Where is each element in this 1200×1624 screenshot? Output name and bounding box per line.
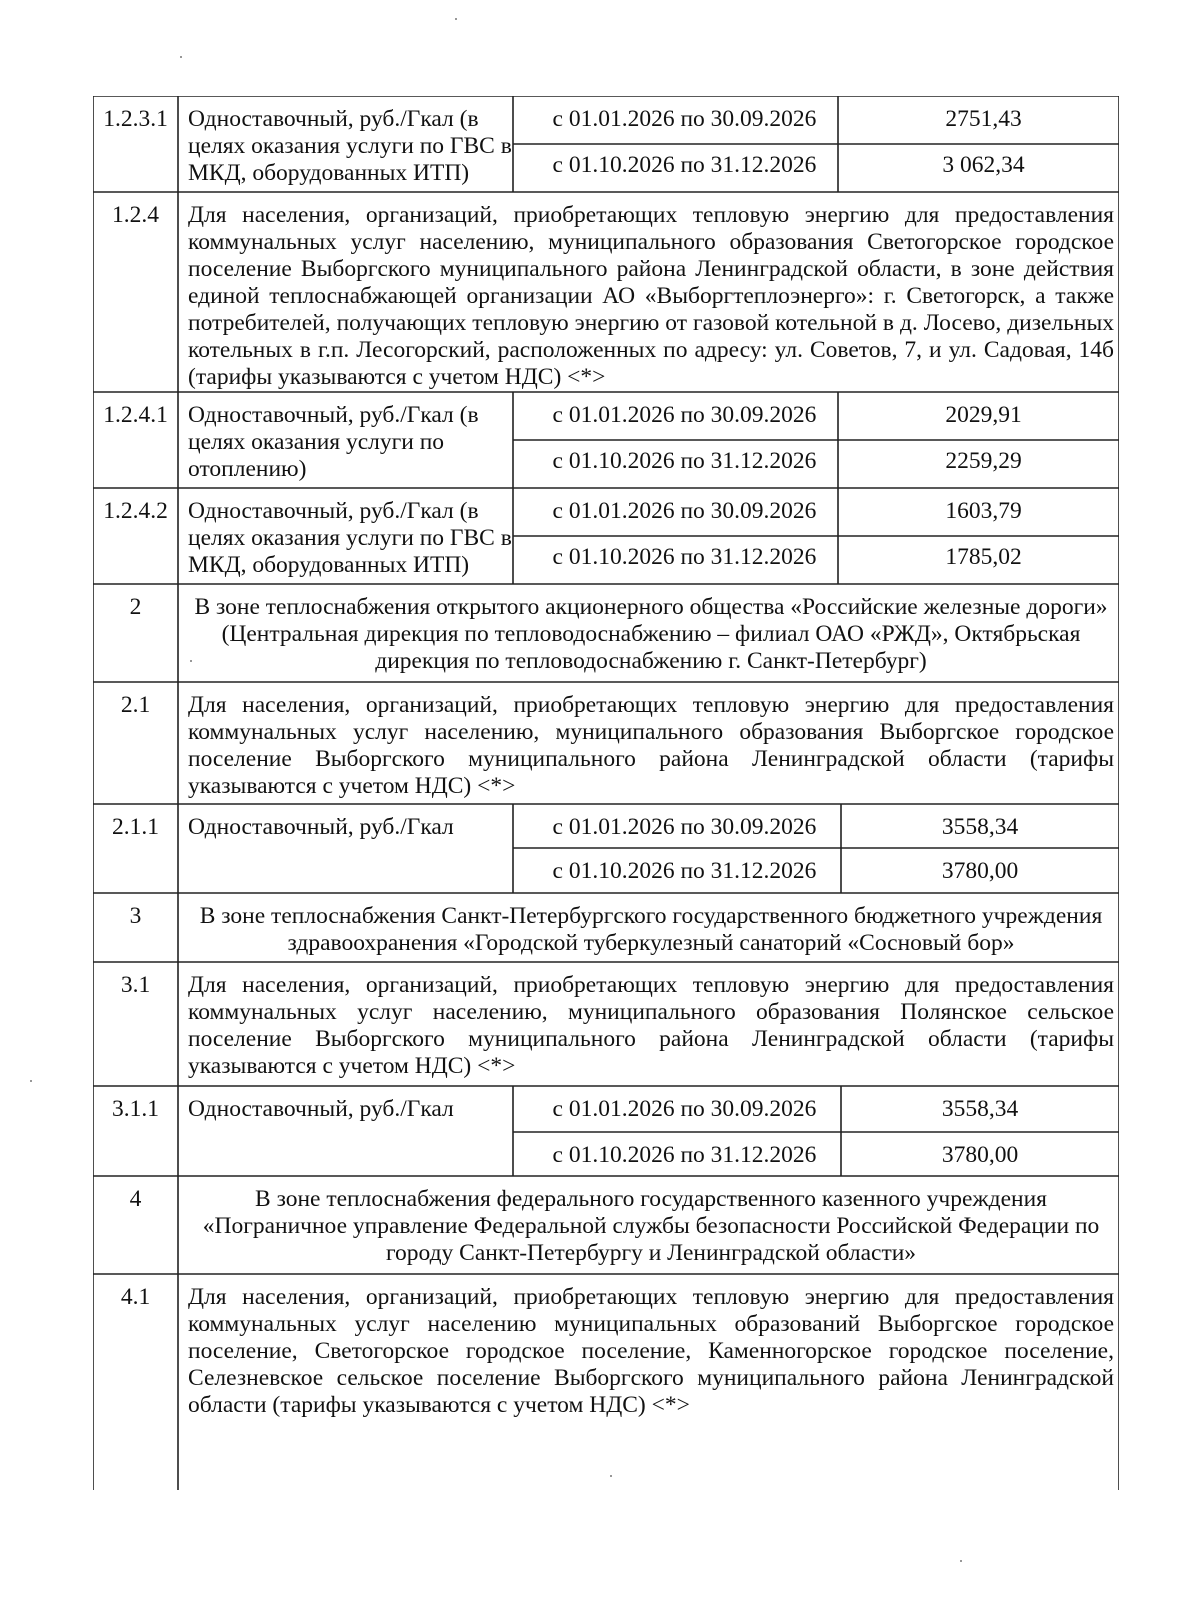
scan-speck: [180, 56, 182, 58]
row-number: 2: [129, 594, 142, 620]
zone-heading: В зоне теплоснабжения Санкт-Петербургского государственного бюджетного учреждения здравоохранения «Городской туберкулезный санаторий «Сосновый бор»: [199, 903, 1103, 956]
tariff-description: Одноставочный, руб./Гкал: [188, 1096, 454, 1122]
tariff-description: Одноставочный, руб./Гкал (в целях оказания услуги по отоплению): [188, 402, 479, 482]
tariff-table: [93, 96, 1119, 1490]
row-number: 3.1.1: [112, 1096, 159, 1122]
tariff-value-2: 3780,00: [941, 858, 1019, 884]
section-description: Для населения, организаций, приобретающих тепловую энергию для предоставления коммунальных услуг населению, муниципального образования Светогорское городское поселение Выборгского муниципального района Ленинградской области, в зоне действия единой теплоснабжающей организации АО «Выборгтеплоэнерго»: г. Светогорск, а также потребителей, получающих тепловую энергию от газовой котельной в д. Лосево, дизельных котельных в г.п. Лесогорский, расположенных по адресу: ул. Советов, 7, и ул. Садовая, 14б (тарифы указываются с учетом НДС) <*>: [188, 202, 1114, 390]
row-number: 4.1: [120, 1284, 151, 1310]
scan-speck: [190, 660, 192, 662]
row-number: 4: [129, 1186, 142, 1212]
row-number: 3.1: [120, 972, 151, 998]
zone-heading: В зоне теплоснабжения открытого акционерного общества «Российские железные дороги» (Центральная дирекция по тепловодоснабжению – филиал ОАО «РЖД», Октябрьская дирекция по тепловодоснабжению г. Санкт-Петербург): [194, 594, 1108, 674]
row-number: 1.2.4.2: [103, 498, 168, 524]
tariff-value-1: 2751,43: [945, 106, 1022, 132]
period-1: с 01.01.2026 по 30.09.2026: [552, 402, 817, 428]
row-number: 3: [129, 903, 142, 929]
scan-speck: [455, 18, 457, 20]
tariff-value-1: 1603,79: [945, 498, 1022, 524]
period-2: с 01.10.2026 по 31.12.2026: [552, 448, 817, 474]
tariff-value-1: 3558,34: [941, 1096, 1019, 1122]
section-description: Для населения, организаций, приобретающих тепловую энергию для предоставления коммунальных услуг населению, муниципального образования Выборгское городское поселение Выборгского муниципального района Ленинградской области (тарифы указываются с учетом НДС) <*>: [188, 692, 1114, 799]
row-number: 1.2.4: [112, 202, 159, 228]
row-number: 2.1.1: [112, 814, 159, 840]
tariff-value-2: 3 062,34: [942, 152, 1025, 178]
scan-speck: [610, 1475, 612, 1477]
tariff-value-2: 2259,29: [945, 448, 1022, 474]
zone-heading: В зоне теплоснабжения федерального государственного казенного учреждения «Пограничное управление Федеральной службы безопасности Российской Федерации по городу Санкт-Петербургу и Ленинградской области»: [202, 1186, 1100, 1266]
period-1: с 01.01.2026 по 30.09.2026: [552, 814, 817, 840]
scan-speck: [960, 1560, 962, 1562]
section-description: Для населения, организаций, приобретающих тепловую энергию для предоставления коммунальных услуг населению, муниципального образования Полянское сельское поселение Выборгского муниципального района Ленинградской области (тарифы указываются с учетом НДС) <*>: [188, 972, 1114, 1079]
tariff-value-2: 1785,02: [945, 544, 1022, 570]
tariff-value-2: 3780,00: [941, 1142, 1019, 1168]
period-2: с 01.10.2026 по 31.12.2026: [552, 1142, 817, 1168]
period-2: с 01.10.2026 по 31.12.2026: [552, 858, 817, 884]
row-number: 2.1: [120, 692, 151, 718]
tariff-value-1: 3558,34: [941, 814, 1019, 840]
tariff-description: Одноставочный, руб./Гкал: [188, 814, 454, 840]
period-1: с 01.01.2026 по 30.09.2026: [552, 1096, 817, 1122]
period-1: с 01.01.2026 по 30.09.2026: [552, 106, 817, 132]
scan-speck: [30, 1080, 32, 1082]
tariff-value-1: 2029,91: [945, 402, 1022, 428]
tariff-description: Одноставочный, руб./Гкал (в целях оказания услуги по ГВС в МКД, оборудованных ИТП): [188, 498, 512, 578]
row-number: 1.2.3.1: [103, 106, 168, 132]
section-description: Для населения, организаций, приобретающих тепловую энергию для предоставления коммунальных услуг населению муниципальных образований Выборгское городское поселение, Светогорское городское поселение, Каменногорское городское поселение, Селезневское сельское поселение Выборгского муниципального района Ленинградской области (тарифы указываются с учетом НДС) <*>: [188, 1284, 1114, 1418]
period-2: с 01.10.2026 по 31.12.2026: [552, 152, 817, 178]
period-1: с 01.01.2026 по 30.09.2026: [552, 498, 817, 524]
period-2: с 01.10.2026 по 31.12.2026: [552, 544, 817, 570]
tariff-description: Одноставочный, руб./Гкал (в целях оказания услуги по ГВС в МКД, оборудованных ИТП): [188, 106, 512, 186]
row-number: 1.2.4.1: [103, 402, 168, 428]
